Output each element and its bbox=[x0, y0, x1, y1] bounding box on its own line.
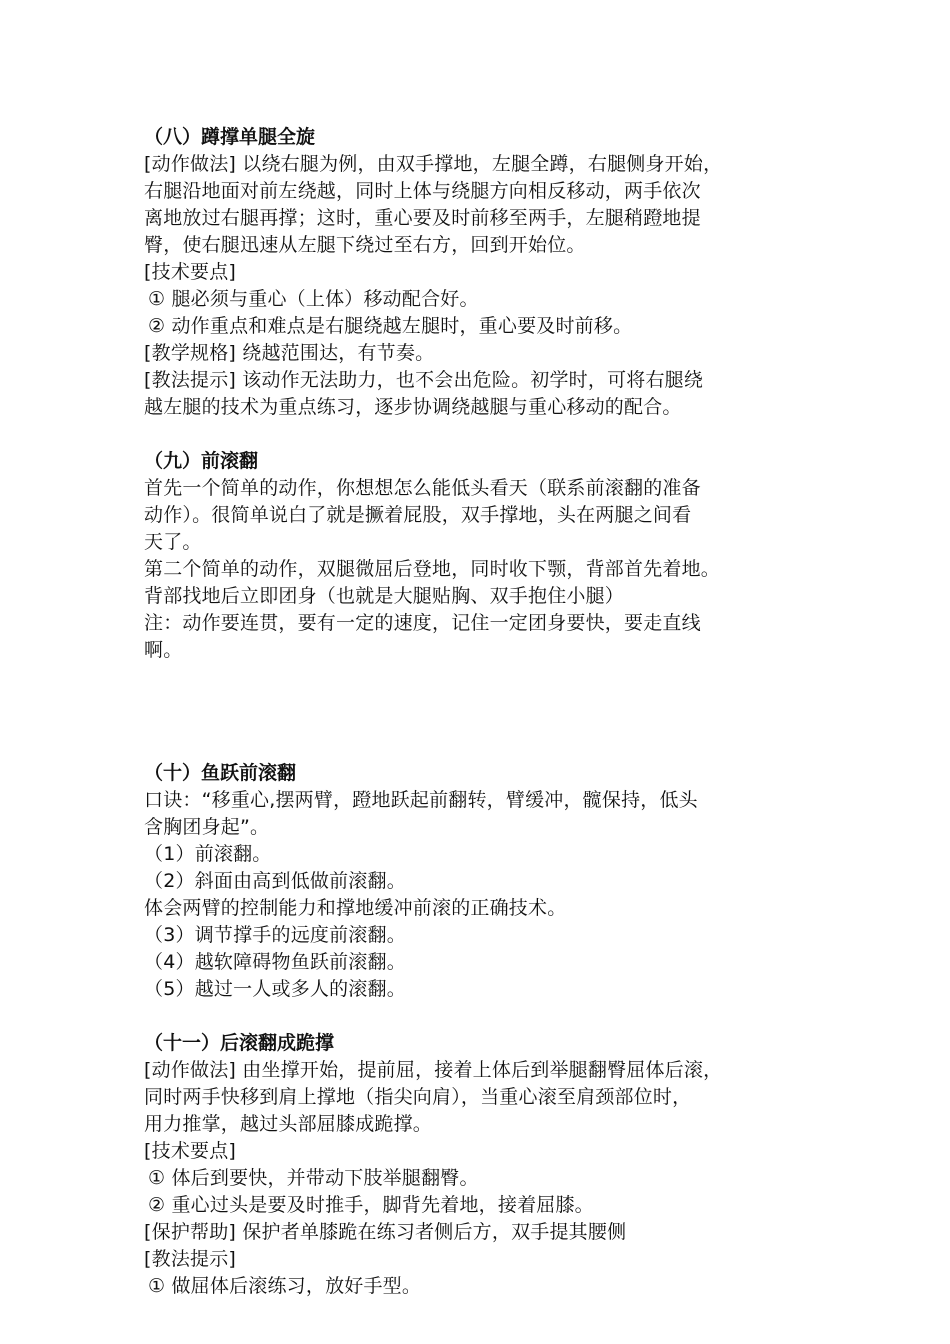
section-9 bbox=[144, 448, 824, 664]
text-line: ① 腿必须与重心（上体）移动配合好。 bbox=[148, 288, 479, 310]
text-line: ② 重心过头是要及时推手，脚背先着地，接着屈膝。 bbox=[148, 1194, 594, 1216]
section-title: （九）前滚翻 bbox=[144, 450, 259, 472]
text-line: ① 做屈体后滚练习，放好手型。 bbox=[148, 1275, 422, 1297]
text-line: 臀，使右腿迅速从左腿下绕过至右方，回到开始位。 bbox=[144, 234, 586, 256]
section-8 bbox=[144, 124, 824, 421]
text-line: （5）越过一人或多人的滚翻。 bbox=[144, 978, 406, 1000]
text-line: 体会两臂的控制能力和撑地缓冲前滚的正确技术。 bbox=[144, 897, 567, 919]
section-10 bbox=[144, 760, 824, 1003]
text-line: （1）前滚翻。 bbox=[144, 843, 272, 865]
section-11 bbox=[144, 1030, 824, 1300]
text-line: ② 动作重点和难点是右腿绕越左腿时，重心要及时前移。 bbox=[148, 315, 633, 337]
text-line: 第二个简单的动作，双腿微屈后登地，同时收下颚，背部首先着地。 bbox=[144, 558, 721, 580]
text-line: 用力推掌，越过头部屈膝成跪撑。 bbox=[144, 1113, 433, 1135]
text-line: [技术要点] bbox=[144, 1140, 237, 1162]
text-line: [动作做法] 由坐撑开始，提前屈，接着上体后到举腿翻臀屈体后滚， bbox=[144, 1059, 723, 1081]
section-title: （八）蹲撑单腿全旋 bbox=[144, 126, 316, 148]
text-line: 含胸团身起”。 bbox=[144, 816, 270, 838]
text-line: 注：动作要连贯，要有一定的速度，记住一定团身要快，要走直线 bbox=[144, 612, 701, 634]
document-page bbox=[144, 118, 824, 1300]
text-line: 同时两手快移到肩上撑地（指尖向肩），当重心滚至肩颈部位时， bbox=[144, 1086, 692, 1108]
text-line: ① 体后到要快，并带动下肢举腿翻臀。 bbox=[148, 1167, 479, 1189]
text-line: 啊。 bbox=[144, 639, 183, 661]
text-line: [教法提示] bbox=[144, 1248, 237, 1270]
section-title: （十一）后滚翻成跪撑 bbox=[144, 1032, 335, 1054]
section-title: （十）鱼跃前滚翻 bbox=[144, 762, 297, 784]
text-line: [技术要点] bbox=[144, 261, 237, 283]
text-line: 离地放过右腿再撑；这时，重心要及时前移至两手，左腿稍蹬地提 bbox=[144, 207, 701, 229]
text-line: 越左腿的技术为重点练习，逐步协调绕越腿与重心移动的配合。 bbox=[144, 396, 682, 418]
text-line: 动作）。很简单说白了就是撅着屁股，双手撑地，头在两腿之间看 bbox=[144, 504, 692, 526]
text-line: 口诀：“移重心,摆两臂，蹬地跃起前翻转，臂缓冲，髋保持，低头 bbox=[144, 789, 698, 811]
text-line: [教学规格] 绕越范围达，有节奏。 bbox=[144, 342, 435, 364]
text-line: （4）越软障碍物鱼跃前滚翻。 bbox=[144, 951, 406, 973]
text-line: 背部找地后立即团身（也就是大腿贴胸、双手抱住小腿） bbox=[144, 585, 625, 607]
text-line: 首先一个简单的动作，你想想怎么能低头看天（联系前滚翻的准备 bbox=[144, 477, 701, 499]
text-line: [教法提示] 该动作无法助力，也不会出危险。初学时，可将右腿绕 bbox=[144, 369, 704, 391]
text-line: 右腿沿地面对前左绕越，同时上体与绕腿方向相反移动，两手依次 bbox=[144, 180, 701, 202]
text-line: [保护帮助] 保护者单膝跪在练习者侧后方，双手提其腰侧 bbox=[144, 1221, 627, 1243]
text-line: （3）调节撑手的远度前滚翻。 bbox=[144, 924, 406, 946]
text-line: [动作做法] 以绕右腿为例，由双手撑地，左腿全蹲，右腿侧身开始， bbox=[144, 153, 723, 175]
text-line: 天了。 bbox=[144, 531, 202, 553]
text-line: （2）斜面由高到低做前滚翻。 bbox=[144, 870, 406, 892]
